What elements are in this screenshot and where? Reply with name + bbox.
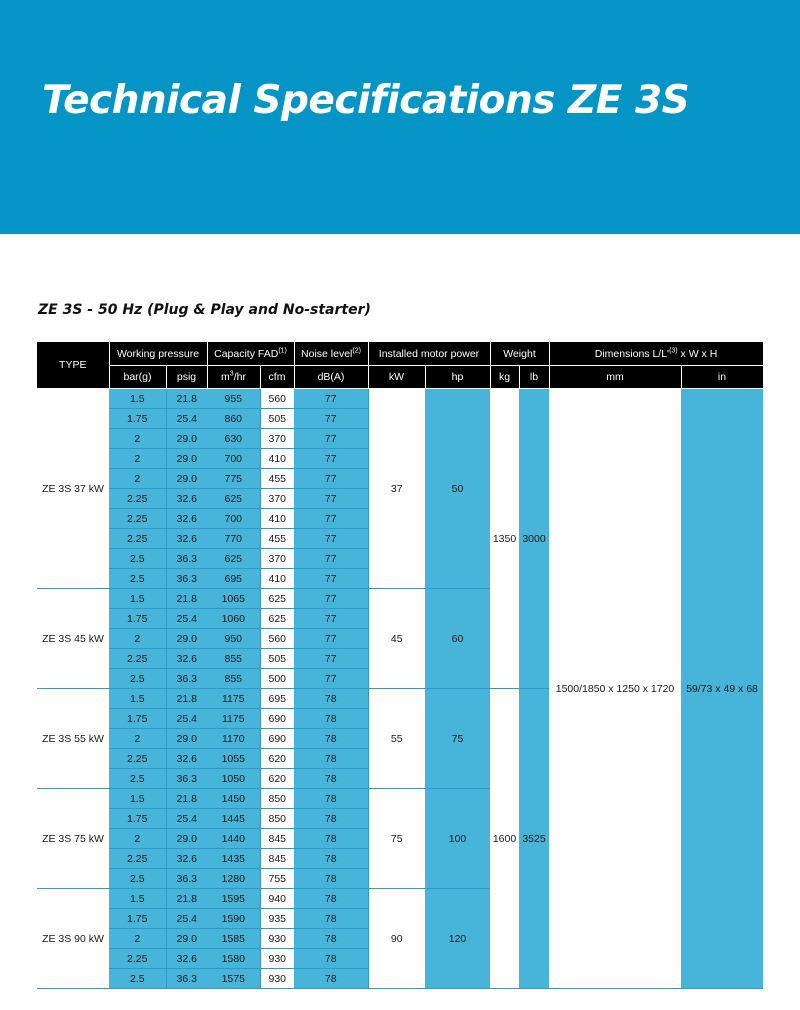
cell-capacity-cfm: 560: [260, 389, 294, 409]
cell-capacity-cfm: 845: [260, 849, 294, 869]
cell-capacity-m3hr: 860: [207, 409, 260, 429]
cell-capacity-m3hr: 855: [207, 649, 260, 669]
cell-capacity-m3hr: 1065: [207, 589, 260, 609]
cell-noise-dba: 77: [294, 469, 368, 489]
cell-capacity-cfm: 690: [260, 729, 294, 749]
cell-pressure-psig: 36.3: [166, 669, 207, 689]
cell-noise-dba: 78: [294, 689, 368, 709]
cell-noise-dba: 78: [294, 929, 368, 949]
header-banner: [0, 0, 800, 234]
cell-pressure-barg: 2.5: [109, 549, 166, 569]
cell-pressure-psig: 32.6: [166, 529, 207, 549]
cell-motor-hp: 75: [425, 689, 490, 789]
cell-capacity-m3hr: 1595: [207, 889, 260, 909]
cell-noise-dba: 77: [294, 429, 368, 449]
cell-noise-dba: 78: [294, 969, 368, 989]
cell-capacity-cfm: 930: [260, 969, 294, 989]
cell-noise-dba: 77: [294, 489, 368, 509]
unit-lb: lb: [519, 366, 549, 389]
cell-noise-dba: 78: [294, 749, 368, 769]
cell-pressure-barg: 2.5: [109, 569, 166, 589]
cell-capacity-cfm: 930: [260, 929, 294, 949]
cell-capacity-m3hr: 700: [207, 449, 260, 469]
cell-noise-dba: 77: [294, 629, 368, 649]
cell-noise-dba: 77: [294, 649, 368, 669]
cell-pressure-barg: 2.25: [109, 749, 166, 769]
cell-capacity-cfm: 505: [260, 649, 294, 669]
header-capacity-fad: Capacity FAD$^{(1)}$: [207, 342, 294, 366]
cell-weight-lb: 3525: [519, 689, 549, 989]
cell-dimensions-mm: 1500/1850 x 1250 x 1720: [549, 389, 681, 989]
cell-capacity-cfm: 935: [260, 909, 294, 929]
cell-pressure-barg: 2.25: [109, 509, 166, 529]
cell-capacity-m3hr: 955: [207, 389, 260, 409]
unit-m3hr: $m^3/hr$: [207, 366, 260, 389]
cell-pressure-barg: 1.75: [109, 909, 166, 929]
cell-pressure-psig: 21.8: [166, 689, 207, 709]
cell-pressure-barg: 2.25: [109, 649, 166, 669]
cell-weight-lb: 3000: [519, 389, 549, 689]
cell-pressure-psig: 21.8: [166, 589, 207, 609]
cell-capacity-m3hr: 855: [207, 669, 260, 689]
cell-capacity-m3hr: 1590: [207, 909, 260, 929]
cell-capacity-m3hr: 1580: [207, 949, 260, 969]
cell-capacity-cfm: 625: [260, 609, 294, 629]
cell-pressure-psig: 29.0: [166, 729, 207, 749]
table-row: [37, 389, 763, 409]
cell-capacity-cfm: 940: [260, 889, 294, 909]
header-weight: Weight: [490, 342, 549, 366]
cell-pressure-psig: 21.8: [166, 789, 207, 809]
spec-table-body: [37, 389, 763, 989]
cell-capacity-cfm: 370: [260, 549, 294, 569]
cell-type: ZE 3S 90 kW: [37, 889, 109, 989]
cell-type: ZE 3S 75 kW: [37, 789, 109, 889]
cell-capacity-cfm: 620: [260, 749, 294, 769]
cell-pressure-barg: 1.75: [109, 709, 166, 729]
cell-noise-dba: 77: [294, 409, 368, 429]
cell-capacity-cfm: 560: [260, 629, 294, 649]
cell-capacity-cfm: 625: [260, 589, 294, 609]
cell-pressure-psig: 29.0: [166, 629, 207, 649]
cell-type: ZE 3S 55 kW: [37, 689, 109, 789]
cell-motor-hp: 50: [425, 389, 490, 589]
cell-capacity-m3hr: 625: [207, 549, 260, 569]
header-motor-power: Installed motor power: [368, 342, 490, 366]
cell-capacity-m3hr: 1170: [207, 729, 260, 749]
cell-capacity-m3hr: 695: [207, 569, 260, 589]
cell-capacity-m3hr: 1450: [207, 789, 260, 809]
header-dimensions: Dimensions $L/L'^{(3)}$ x W x H: [549, 342, 763, 366]
cell-pressure-psig: 21.8: [166, 889, 207, 909]
cell-capacity-cfm: 850: [260, 789, 294, 809]
page-title: Technical Specifications ZE 3S: [42, 78, 690, 123]
cell-capacity-cfm: 620: [260, 769, 294, 789]
cell-capacity-cfm: 455: [260, 469, 294, 489]
cell-weight-kg: 1350: [490, 389, 519, 689]
cell-noise-dba: 78: [294, 829, 368, 849]
unit-kg: kg: [490, 366, 519, 389]
cell-capacity-m3hr: 1575: [207, 969, 260, 989]
cell-capacity-m3hr: 1060: [207, 609, 260, 629]
spec-table: [37, 342, 764, 989]
cell-pressure-barg: 2: [109, 449, 166, 469]
cell-pressure-barg: 2.25: [109, 489, 166, 509]
header-type: TYPE: [37, 342, 109, 389]
cell-capacity-m3hr: 1435: [207, 849, 260, 869]
cell-capacity-cfm: 370: [260, 429, 294, 449]
cell-pressure-psig: 32.6: [166, 649, 207, 669]
cell-pressure-psig: 25.4: [166, 409, 207, 429]
cell-pressure-barg: 2: [109, 929, 166, 949]
cell-capacity-m3hr: 770: [207, 529, 260, 549]
table-title: ZE 3S - 50 Hz (Plug & Play and No-starter): [38, 302, 371, 318]
cell-pressure-psig: 32.6: [166, 509, 207, 529]
cell-capacity-m3hr: 1055: [207, 749, 260, 769]
cell-noise-dba: 78: [294, 809, 368, 829]
cell-capacity-m3hr: 1440: [207, 829, 260, 849]
cell-capacity-cfm: 505: [260, 409, 294, 429]
cell-noise-dba: 77: [294, 569, 368, 589]
cell-pressure-barg: 1.5: [109, 789, 166, 809]
unit-in: in: [681, 366, 763, 389]
cell-capacity-m3hr: 775: [207, 469, 260, 489]
cell-pressure-psig: 36.3: [166, 969, 207, 989]
cell-noise-dba: 78: [294, 709, 368, 729]
cell-noise-dba: 77: [294, 609, 368, 629]
cell-pressure-barg: 2.25: [109, 529, 166, 549]
cell-noise-dba: 77: [294, 529, 368, 549]
cell-pressure-psig: 25.4: [166, 909, 207, 929]
cell-pressure-barg: 2: [109, 469, 166, 489]
cell-pressure-psig: 36.3: [166, 869, 207, 889]
unit-hp: hp: [425, 366, 490, 389]
cell-noise-dba: 77: [294, 449, 368, 469]
cell-pressure-barg: 1.75: [109, 409, 166, 429]
cell-pressure-psig: 29.0: [166, 469, 207, 489]
cell-capacity-m3hr: 1445: [207, 809, 260, 829]
cell-pressure-psig: 29.0: [166, 829, 207, 849]
cell-noise-dba: 77: [294, 549, 368, 569]
header-noise-level: Noise level$^{(2)}$: [294, 342, 368, 366]
cell-motor-hp: 100: [425, 789, 490, 889]
cell-noise-dba: 77: [294, 389, 368, 409]
cell-capacity-m3hr: 950: [207, 629, 260, 649]
cell-noise-dba: 78: [294, 869, 368, 889]
cell-pressure-psig: 32.6: [166, 749, 207, 769]
cell-pressure-barg: 1.5: [109, 389, 166, 409]
cell-motor-kw: 55: [368, 689, 425, 789]
cell-dimensions-in: 59/73 x 49 x 68: [681, 389, 763, 989]
cell-pressure-barg: 2: [109, 829, 166, 849]
cell-pressure-psig: 25.4: [166, 709, 207, 729]
cell-pressure-barg: 2.5: [109, 669, 166, 689]
cell-pressure-psig: 36.3: [166, 569, 207, 589]
cell-motor-hp: 120: [425, 889, 490, 989]
cell-capacity-cfm: 930: [260, 949, 294, 969]
cell-noise-dba: 78: [294, 909, 368, 929]
unit-barg: bar(g): [109, 366, 166, 389]
cell-pressure-barg: 2.5: [109, 769, 166, 789]
cell-motor-hp: 60: [425, 589, 490, 689]
cell-pressure-psig: 32.6: [166, 489, 207, 509]
cell-motor-kw: 90: [368, 889, 425, 989]
cell-pressure-barg: 2: [109, 729, 166, 749]
cell-type: ZE 3S 45 kW: [37, 589, 109, 689]
cell-capacity-cfm: 500: [260, 669, 294, 689]
unit-mm: mm: [549, 366, 681, 389]
cell-motor-kw: 45: [368, 589, 425, 689]
cell-noise-dba: 78: [294, 789, 368, 809]
cell-pressure-psig: 29.0: [166, 929, 207, 949]
cell-capacity-cfm: 755: [260, 869, 294, 889]
header-working-pressure: Working pressure: [109, 342, 207, 366]
cell-pressure-psig: 36.3: [166, 769, 207, 789]
cell-weight-kg: 1600: [490, 689, 519, 989]
cell-noise-dba: 78: [294, 889, 368, 909]
cell-capacity-cfm: 695: [260, 689, 294, 709]
cell-capacity-cfm: 850: [260, 809, 294, 829]
cell-noise-dba: 77: [294, 669, 368, 689]
cell-pressure-psig: 29.0: [166, 449, 207, 469]
cell-pressure-psig: 29.0: [166, 429, 207, 449]
cell-pressure-barg: 2: [109, 629, 166, 649]
cell-noise-dba: 78: [294, 769, 368, 789]
cell-capacity-cfm: 690: [260, 709, 294, 729]
unit-dba: dB(A): [294, 366, 368, 389]
cell-pressure-barg: 1.5: [109, 589, 166, 609]
cell-capacity-cfm: 455: [260, 529, 294, 549]
cell-pressure-psig: 25.4: [166, 809, 207, 829]
cell-capacity-cfm: 410: [260, 449, 294, 469]
cell-noise-dba: 78: [294, 729, 368, 749]
cell-capacity-cfm: 410: [260, 569, 294, 589]
cell-motor-kw: 75: [368, 789, 425, 889]
cell-pressure-psig: 21.8: [166, 389, 207, 409]
cell-capacity-m3hr: 1175: [207, 709, 260, 729]
cell-pressure-barg: 1.75: [109, 609, 166, 629]
cell-pressure-barg: 1.75: [109, 809, 166, 829]
cell-capacity-cfm: 410: [260, 509, 294, 529]
cell-capacity-m3hr: 1050: [207, 769, 260, 789]
cell-capacity-m3hr: 700: [207, 509, 260, 529]
cell-noise-dba: 78: [294, 849, 368, 869]
cell-capacity-cfm: 370: [260, 489, 294, 509]
cell-noise-dba: 77: [294, 509, 368, 529]
cell-capacity-m3hr: 625: [207, 489, 260, 509]
cell-capacity-cfm: 845: [260, 829, 294, 849]
cell-pressure-barg: 2.25: [109, 949, 166, 969]
unit-kw: kW: [368, 366, 425, 389]
cell-pressure-barg: 1.5: [109, 689, 166, 709]
cell-capacity-m3hr: 1585: [207, 929, 260, 949]
cell-pressure-psig: 25.4: [166, 609, 207, 629]
unit-psig: psig: [166, 366, 207, 389]
cell-pressure-psig: 36.3: [166, 549, 207, 569]
cell-noise-dba: 78: [294, 949, 368, 969]
cell-pressure-barg: 2.5: [109, 869, 166, 889]
cell-pressure-barg: 2: [109, 429, 166, 449]
cell-pressure-barg: 2.5: [109, 969, 166, 989]
cell-capacity-m3hr: 1280: [207, 869, 260, 889]
cell-pressure-barg: 1.5: [109, 889, 166, 909]
cell-noise-dba: 77: [294, 589, 368, 609]
cell-pressure-barg: 2.25: [109, 849, 166, 869]
cell-capacity-m3hr: 630: [207, 429, 260, 449]
cell-capacity-m3hr: 1175: [207, 689, 260, 709]
cell-type: ZE 3S 37 kW: [37, 389, 109, 589]
cell-pressure-psig: 32.6: [166, 949, 207, 969]
cell-pressure-psig: 32.6: [166, 849, 207, 869]
unit-cfm: cfm: [260, 366, 294, 389]
cell-motor-kw: 37: [368, 389, 425, 589]
